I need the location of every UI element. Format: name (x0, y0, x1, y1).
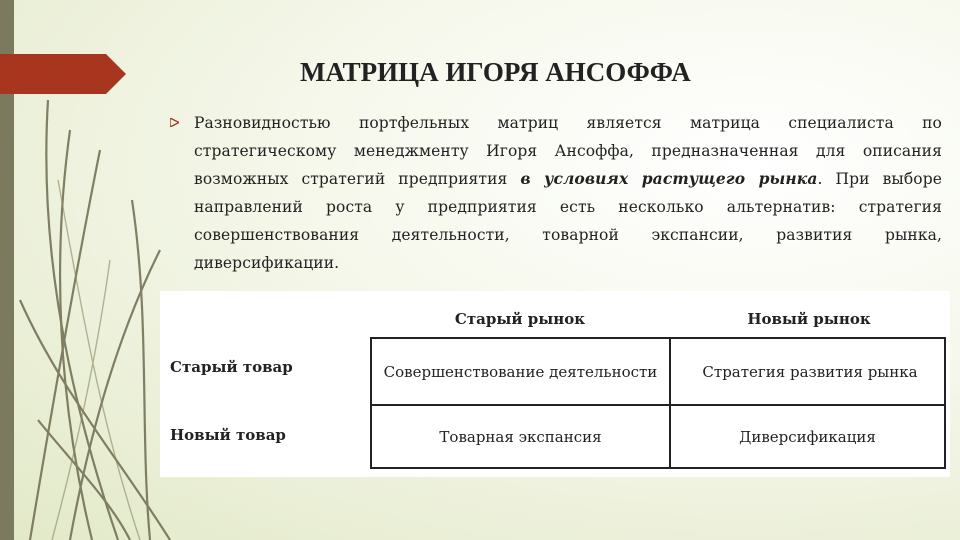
cell-product-expansion: Товарная экспансия (439, 427, 602, 446)
row-label-old-product: Старый товар (170, 358, 293, 376)
cell-market-penetration: Совершенствование деятельности (383, 362, 658, 381)
description-paragraph (194, 109, 942, 277)
arrow-bullet-icon (170, 118, 179, 127)
cell-market-development: Стратегия развития рынка (702, 362, 918, 381)
slide-title: МАТРИЦА ИГОРЯ АНСОФФА (300, 57, 691, 87)
title-arrow-accent (0, 54, 126, 94)
paragraph-text-part2: . При выборе направлений роста у предприятия есть несколько альтернатив: стратегия совершенствования деятельности, товарной экспансии, развития рынка, диверсификации. (194, 170, 942, 272)
paragraph-emphasis: в условиях растущего рынка (520, 169, 818, 188)
row-label-new-product: Новый товар (170, 426, 286, 444)
ansoff-matrix (160, 291, 950, 477)
col-header-new-market: Новый рынок (747, 310, 871, 328)
col-header-old-market: Старый рынок (454, 310, 586, 328)
cell-diversification: Диверсификация (739, 427, 876, 446)
paragraph-text-part1: Разновидностью портфельных матриц является матрица специалиста по стратегическому менеджменту Игоря Ансоффа, предназначенная для описания возможных стратегий предприятия (194, 114, 942, 188)
